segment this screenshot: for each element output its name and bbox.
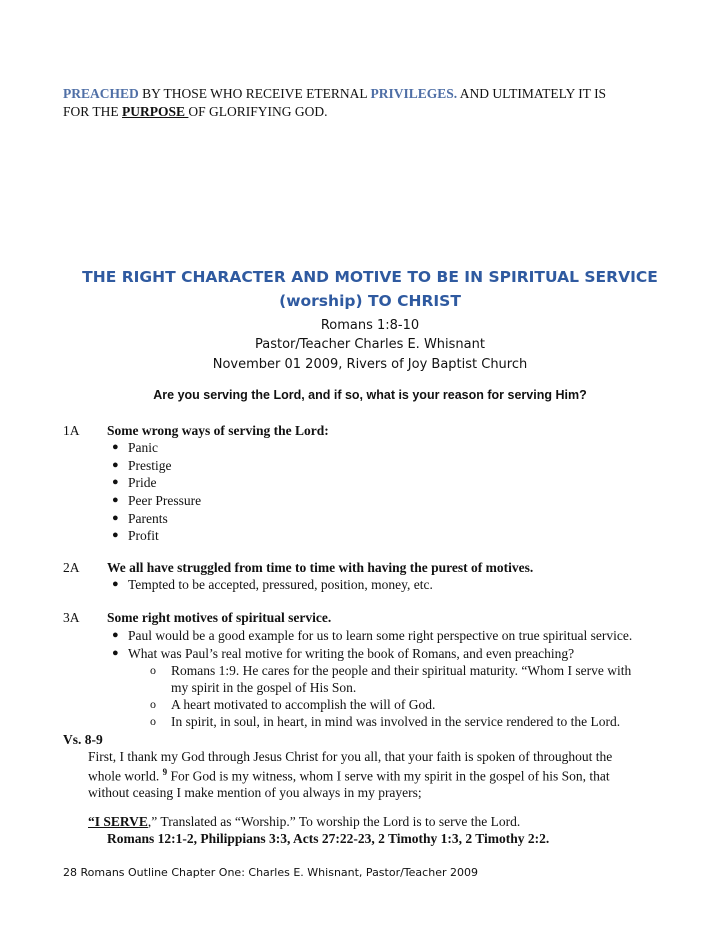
intro-text-1: BY THOSE WHO RECEIVE ETERNAL — [138, 86, 371, 101]
section-1-number: 1A — [63, 423, 80, 438]
bullet-icon: ● — [112, 629, 119, 641]
page-footer: 28 Romans Outline Chapter One: Charles E. Whisnant, Pastor/Teacher 2009 — [63, 866, 478, 879]
sub-list-item: A heart motivated to accomplish the will of God. — [171, 697, 436, 712]
sermon-title-line-1: THE RIGHT CHARACTER AND MOTIVE TO BE IN SPIRITUAL SERVICE — [82, 268, 658, 286]
verses-label: Vs. 8-9 — [63, 732, 103, 747]
serve-term: “I SERVE — [88, 814, 148, 829]
section-3-title: Some right motives of spiritual service. — [107, 610, 332, 625]
bullet-icon: ● — [112, 476, 119, 488]
list-item: Paul would be a good example for us to learn some right perspective on true spiritual service. — [128, 628, 633, 643]
intro-text-2: AND ULTIMATELY IT IS — [457, 86, 607, 101]
verse-text: For God is my witness, whom I serve with my spirit in the gospel of his Son, that — [167, 768, 610, 784]
sub-list-item: Romans 1:9. He cares for the people and their spiritual maturity. “Whom I serve with — [171, 663, 632, 678]
verse-line-3: without ceasing I make mention of you always in my prayers; — [88, 785, 422, 800]
verse-number: 9 — [162, 767, 168, 777]
emphasis-preached: PREACHED — [63, 86, 139, 101]
list-item: Parents — [128, 511, 168, 526]
list-item: Peer Pressure — [128, 493, 202, 508]
list-item: Tempted to be accepted, pressured, position, money, etc. — [128, 577, 433, 592]
emphasis-privileges: PRIVILEGES. — [370, 86, 458, 101]
serve-explanation: ,” Translated as “Worship.” To worship the Lord is to serve the Lord. — [147, 814, 521, 829]
list-item: Pride — [128, 475, 157, 490]
circle-bullet-icon: o — [150, 663, 156, 677]
section-1-title: Some wrong ways of serving the Lord: — [107, 423, 329, 438]
sub-list-item: In spirit, in soul, in heart, in mind was involved in the service rendered to the Lord. — [171, 714, 621, 729]
verse-text: whole world. — [88, 768, 163, 784]
bullet-icon: ● — [112, 578, 119, 590]
bullet-icon: ● — [112, 512, 119, 524]
circle-bullet-icon: o — [150, 697, 156, 711]
verse-line-1: First, I thank my God through Jesus Christ for you all, that your faith is spoken of throughout the — [88, 749, 613, 764]
author-line: Pastor/Teacher Charles E. Whisnant — [255, 337, 485, 352]
list-item: Panic — [128, 440, 158, 455]
bullet-icon: ● — [112, 529, 119, 541]
section-2-title: We all have struggled from time to time with having the purest of motives. — [107, 560, 534, 575]
serve-definition — [88, 814, 520, 830]
intro-line-2 — [63, 104, 328, 120]
intro-text-4: OF GLORIFYING GOD. — [188, 104, 328, 119]
sub-list-item-continued: my spirit in the gospel of His Son. — [171, 680, 357, 695]
opening-question: Are you serving the Lord, and if so, what is your reason for serving Him? — [153, 388, 587, 402]
bullet-icon: ● — [112, 441, 119, 453]
list-item: What was Paul’s real motive for writing the book of Romans, and even preaching? — [128, 646, 575, 661]
verse-line-2 — [88, 767, 610, 785]
circle-bullet-icon: o — [150, 714, 156, 728]
section-2-number: 2A — [63, 560, 80, 575]
bullet-icon: ● — [112, 647, 119, 659]
section-3-number: 3A — [63, 610, 80, 625]
emphasis-purpose: PURPOSE — [122, 104, 189, 119]
intro-text-3: FOR THE — [63, 104, 123, 119]
bullet-icon: ● — [112, 459, 119, 471]
cross-references: Romans 12:1-2, Philippians 3:3, Acts 27:22-23, 2 Timothy 1:3, 2 Timothy 2:2. — [107, 831, 550, 846]
sermon-title-line-2: (worship) TO CHRIST — [279, 292, 461, 310]
bullet-icon: ● — [112, 494, 119, 506]
list-item: Profit — [128, 528, 159, 543]
intro-line-1 — [63, 86, 606, 102]
list-item: Prestige — [128, 458, 172, 473]
scripture-reference: Romans 1:8-10 — [320, 318, 420, 333]
date-church-line: November 01 2009, Rivers of Joy Baptist Church — [212, 357, 528, 372]
